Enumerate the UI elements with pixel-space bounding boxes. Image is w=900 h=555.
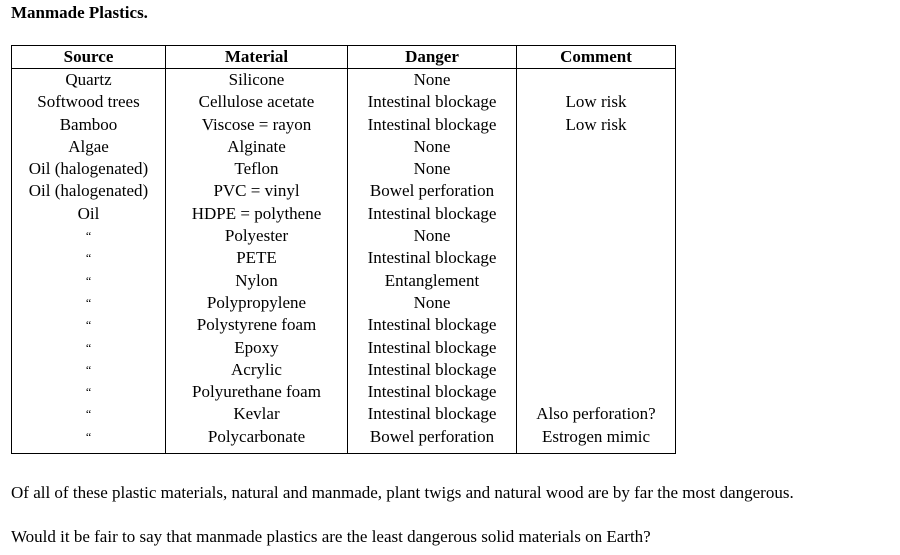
paragraph-question: Would it be fair to say that manmade plastics are the least dangerous solid materials on Earth?: [11, 527, 651, 546]
cell-source: Bamboo: [12, 114, 166, 136]
cell-material: Kevlar: [166, 403, 348, 425]
table-row: [12, 337, 676, 359]
table-row: [12, 91, 676, 113]
header-danger: Danger: [348, 46, 517, 69]
table-row: [12, 225, 676, 247]
cell-danger: Intestinal blockage: [348, 114, 517, 136]
table-row: [12, 359, 676, 381]
cell-comment: [517, 247, 676, 269]
table-row: [12, 270, 676, 292]
cell-comment: [517, 180, 676, 202]
cell-material: Cellulose acetate: [166, 91, 348, 113]
cell-danger: Intestinal blockage: [348, 314, 517, 336]
cell-danger: Bowel perforation: [348, 180, 517, 202]
cell-material: Polypropylene: [166, 292, 348, 314]
header-source: Source: [12, 46, 166, 69]
cell-danger: None: [348, 136, 517, 158]
cell-source: “: [12, 359, 166, 381]
table-row: [12, 158, 676, 180]
table-row: [12, 381, 676, 403]
table-row: [12, 426, 676, 454]
cell-danger: Intestinal blockage: [348, 247, 517, 269]
cell-source: “: [12, 337, 166, 359]
table-row: [12, 292, 676, 314]
cell-source: Oil: [12, 203, 166, 225]
cell-comment: [517, 270, 676, 292]
cell-material: PVC = vinyl: [166, 180, 348, 202]
cell-material: Alginate: [166, 136, 348, 158]
table-row: [12, 180, 676, 202]
cell-material: Teflon: [166, 158, 348, 180]
paragraph-conclusion: Of all of these plastic materials, natural and manmade, plant twigs and natural wood are by far the most dangerous.: [11, 483, 794, 502]
cell-material: Epoxy: [166, 337, 348, 359]
cell-danger: Intestinal blockage: [348, 359, 517, 381]
cell-danger: None: [348, 158, 517, 180]
table-row: [12, 314, 676, 336]
table-row: [12, 247, 676, 269]
cell-danger: Intestinal blockage: [348, 91, 517, 113]
cell-comment: Low risk: [517, 114, 676, 136]
document-title: Manmade Plastics.: [11, 3, 148, 22]
cell-comment: [517, 69, 676, 92]
table-row: [12, 114, 676, 136]
cell-comment: [517, 314, 676, 336]
cell-source: “: [12, 381, 166, 403]
cell-source: “: [12, 314, 166, 336]
cell-material: Polystyrene foam: [166, 314, 348, 336]
cell-source: “: [12, 225, 166, 247]
cell-material: Silicone: [166, 69, 348, 92]
cell-comment: [517, 203, 676, 225]
cell-comment: Estrogen mimic: [517, 426, 676, 454]
cell-comment: [517, 381, 676, 403]
plastics-table: [11, 45, 676, 454]
cell-material: Polyurethane foam: [166, 381, 348, 403]
cell-source: Softwood trees: [12, 91, 166, 113]
cell-comment: [517, 337, 676, 359]
cell-material: Acrylic: [166, 359, 348, 381]
cell-source: “: [12, 403, 166, 425]
cell-source: “: [12, 426, 166, 454]
table-body: [12, 69, 676, 454]
cell-comment: [517, 136, 676, 158]
table-row: [12, 69, 676, 92]
cell-source: Oil (halogenated): [12, 158, 166, 180]
cell-source: Algae: [12, 136, 166, 158]
cell-comment: [517, 292, 676, 314]
cell-danger: None: [348, 69, 517, 92]
table-row: [12, 136, 676, 158]
cell-comment: [517, 158, 676, 180]
table-header-row: [12, 46, 676, 69]
cell-danger: Intestinal blockage: [348, 203, 517, 225]
cell-comment: Low risk: [517, 91, 676, 113]
cell-danger: Entanglement: [348, 270, 517, 292]
cell-source: Quartz: [12, 69, 166, 92]
header-comment: Comment: [517, 46, 676, 69]
cell-danger: None: [348, 225, 517, 247]
cell-danger: Bowel perforation: [348, 426, 517, 454]
table-row: [12, 403, 676, 425]
cell-danger: None: [348, 292, 517, 314]
cell-danger: Intestinal blockage: [348, 381, 517, 403]
cell-comment: [517, 359, 676, 381]
cell-material: Viscose = rayon: [166, 114, 348, 136]
cell-source: “: [12, 270, 166, 292]
header-material: Material: [166, 46, 348, 69]
cell-material: Nylon: [166, 270, 348, 292]
cell-comment: Also perforation?: [517, 403, 676, 425]
cell-material: Polyester: [166, 225, 348, 247]
cell-source: “: [12, 292, 166, 314]
cell-comment: [517, 225, 676, 247]
cell-material: Polycarbonate: [166, 426, 348, 454]
cell-source: “: [12, 247, 166, 269]
table-row: [12, 203, 676, 225]
cell-danger: Intestinal blockage: [348, 403, 517, 425]
cell-danger: Intestinal blockage: [348, 337, 517, 359]
cell-source: Oil (halogenated): [12, 180, 166, 202]
cell-material: HDPE = polythene: [166, 203, 348, 225]
cell-material: PETE: [166, 247, 348, 269]
